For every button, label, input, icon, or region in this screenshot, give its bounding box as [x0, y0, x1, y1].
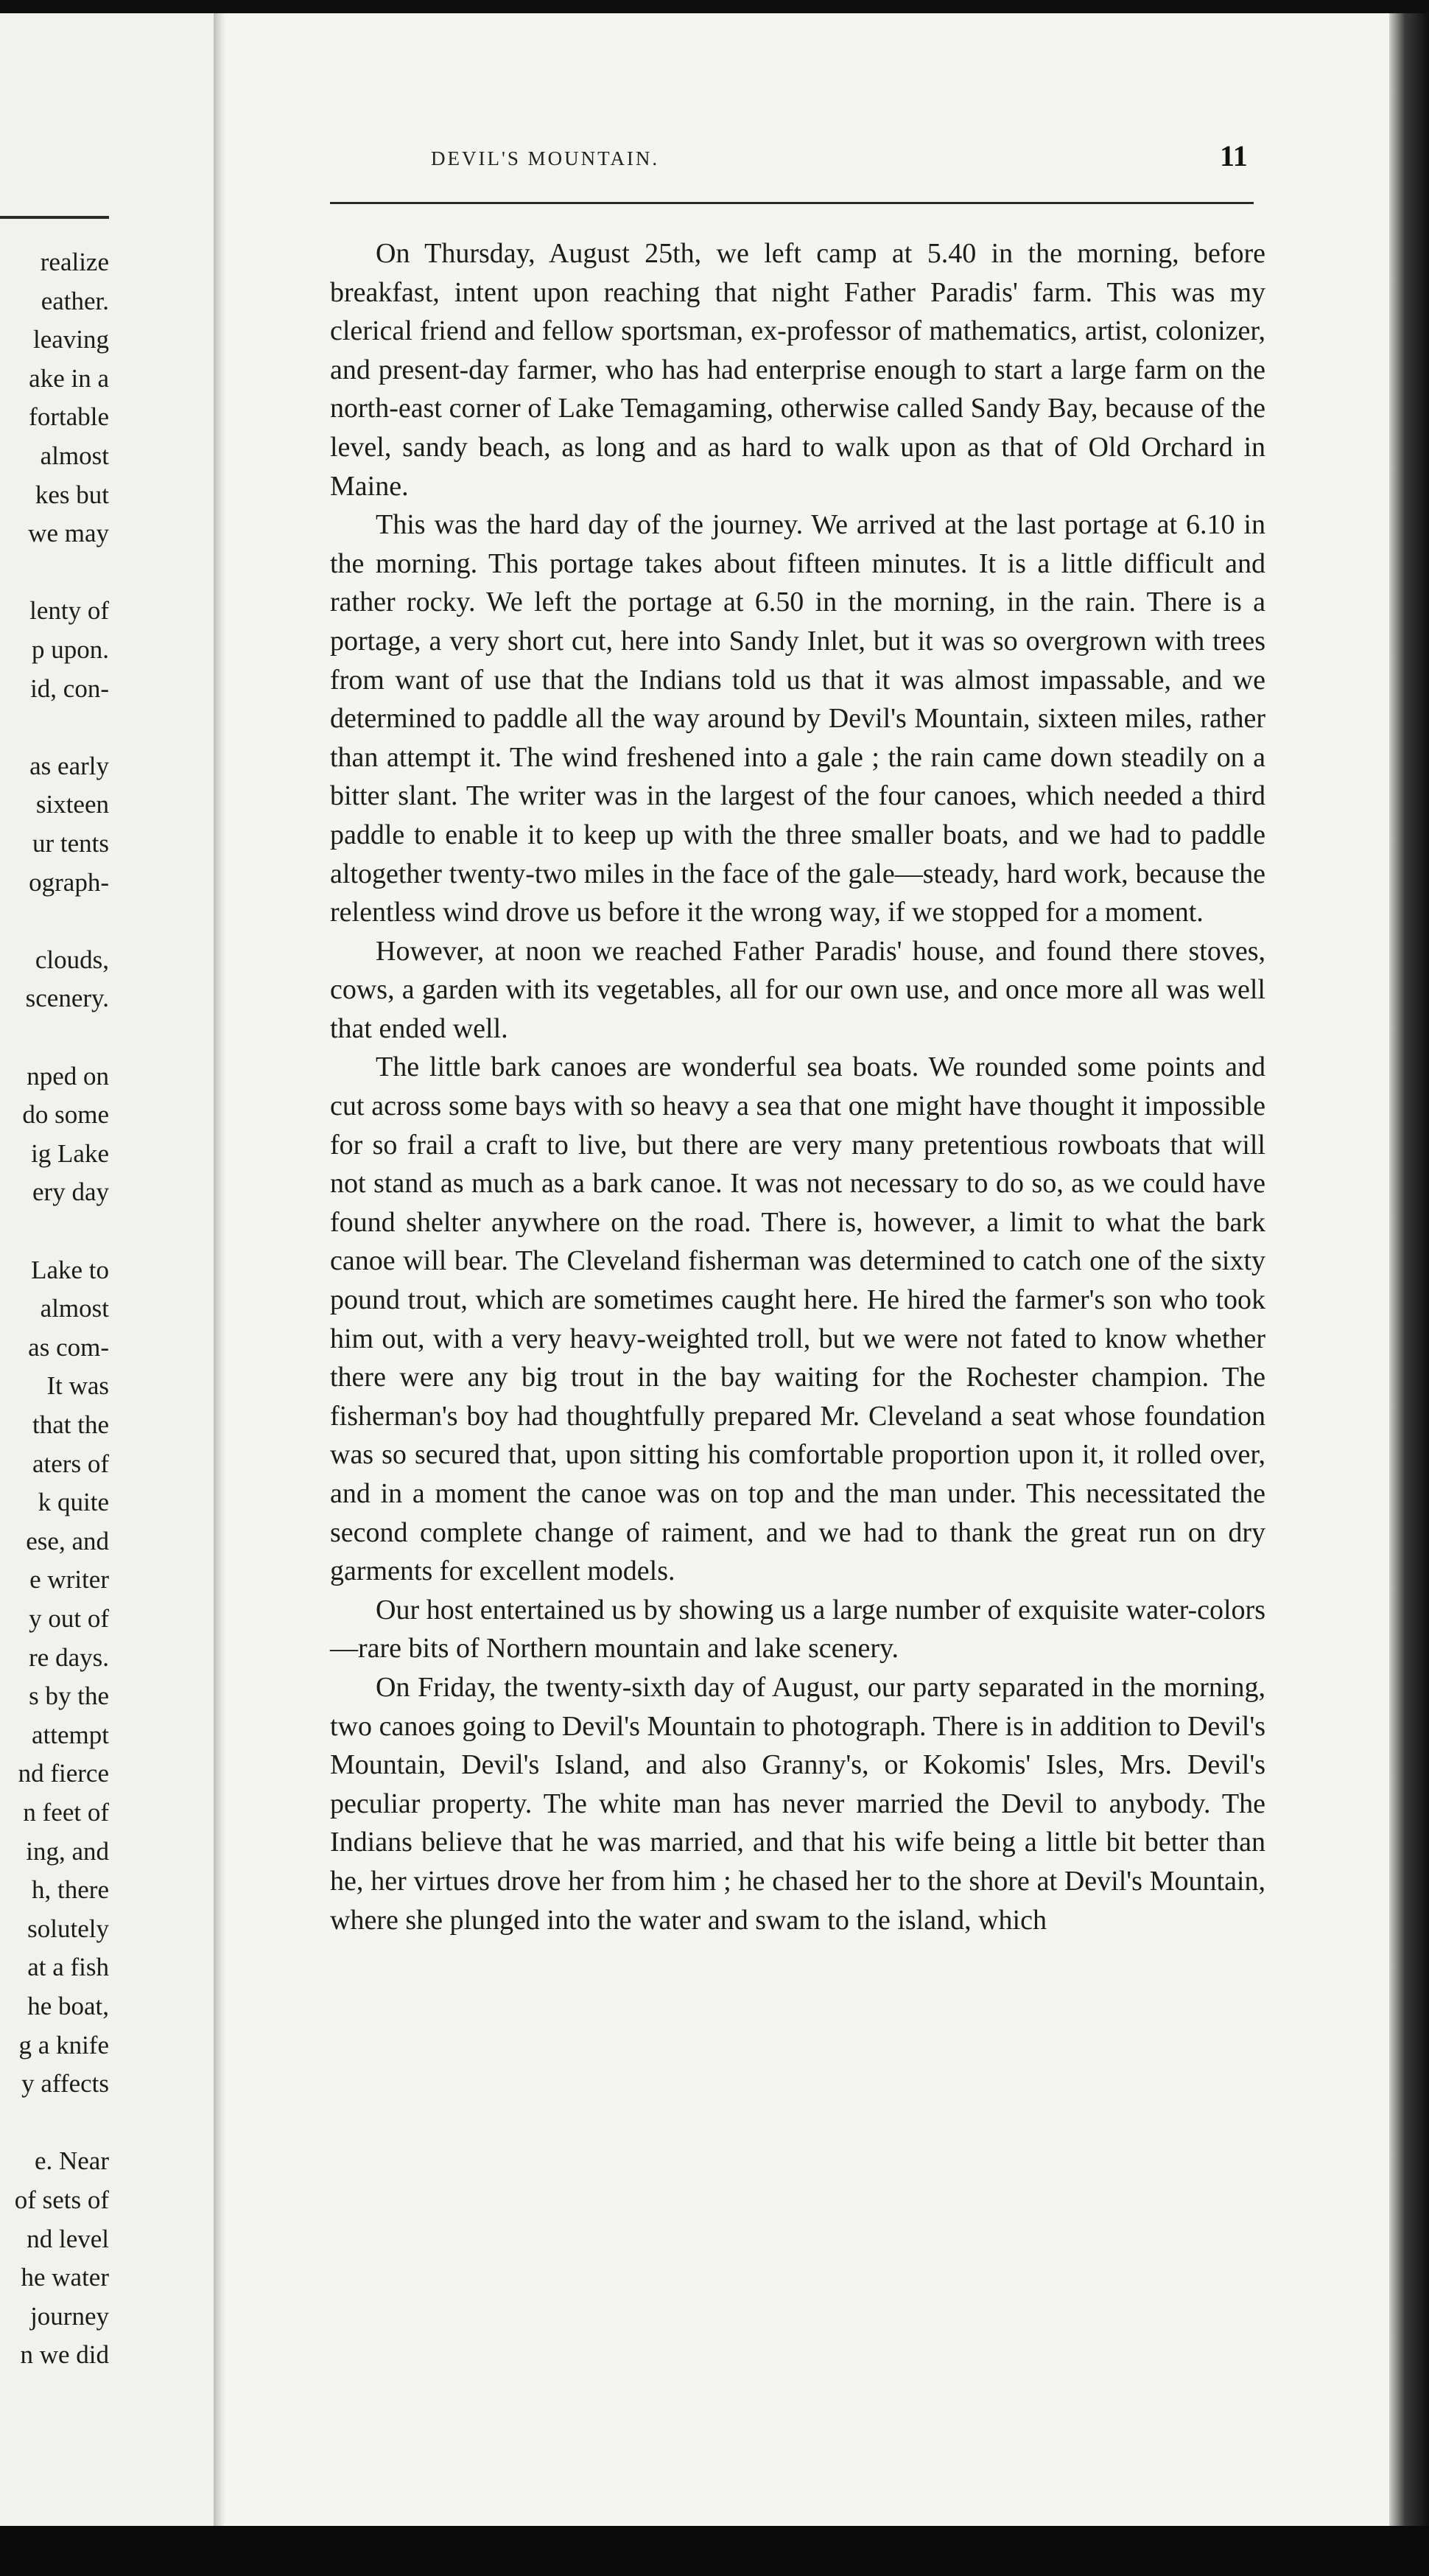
facing-page-fragment: e. Near — [34, 2146, 109, 2176]
facing-page-fragment: It was — [46, 1371, 109, 1401]
facing-page-fragment: n feet of — [23, 1798, 109, 1827]
paragraph: This was the hard day of the journey. We arrived at the last portage at 6.10 in the morning. This portage takes about fifteen minutes. It is a little difficult and rather rocky. We left the portage at 6.50 in the morning, in the rain. There is a portage, a very short cut, here into Sandy Inlet, but it was so overgrown with trees from want of use that the Indians told us that it was almost impassable, and we determined to paddle all the way around by Devil's Mountain, sixteen miles, rather than attempt it. The wind freshened into a gale ; the rain came down steadily on a bitter slant. The writer was in the largest of the four canoes, which needed a third paddle to enable it to keep up with the three smaller boats, and we had to paddle altogether twenty-two miles in the face of the gale—steady, hard work, because the relentless wind drove us before it the wrong way, if we stopped for a moment. — [330, 509, 1265, 928]
facing-page-fragment: y affects — [21, 2069, 109, 2099]
running-head: DEVIL'S MOUNTAIN. — [431, 147, 660, 169]
page-edge-shadow — [1389, 13, 1429, 2526]
facing-page-fragment: re days. — [29, 1642, 109, 1672]
facing-page-fragment: almost — [40, 1294, 109, 1323]
facing-page-fragment: as early — [29, 751, 109, 780]
facing-page-fragment: eather. — [41, 286, 109, 315]
facing-page-fragment: he water — [21, 2263, 109, 2292]
facing-page-fragment: id, con- — [30, 673, 109, 703]
facing-page-fragment: nped on — [27, 1061, 109, 1091]
facing-page-fragment: attempt — [32, 1720, 109, 1749]
facing-page-fragment: as com- — [28, 1332, 109, 1362]
facing-page-fragment: kes but — [35, 480, 109, 509]
facing-page-fragment: k quite — [38, 1488, 109, 1517]
facing-page-fragment: ig Lake — [31, 1138, 109, 1168]
scan-border-bottom — [0, 2526, 1429, 2576]
facing-page-rule — [0, 216, 109, 219]
facing-page-fragment: realize — [40, 248, 109, 276]
facing-page-fragment: we may — [28, 519, 109, 548]
facing-page-fragment: ake in a — [29, 363, 109, 393]
facing-page-fragment: journey — [30, 2301, 109, 2331]
facing-page-fragment: of sets of — [14, 2185, 109, 2214]
facing-page-fragment: ograph- — [29, 867, 109, 897]
facing-page-fragment: s by the — [29, 1681, 109, 1711]
paragraph: The little bark canoes are wonderful sea boats. We rounded some points and cut across some bays with so heavy a sea that one might have thought it impossible for so frail a craft to live, but there are very many pretentious rowboats that will not stand as much as a bark canoe. It was not necessary to do so, as we could have found shelter anywhere on the road. There is, however, a limit to what the bark canoe will bear. The Cleveland fisherman was determined to catch one of the sixty pound trout, which are sometimes caught here. He hired the farmer's son who took him out, with a very heavy-weighted troll, but we were not fated to know whether there were any big trout in the bay waiting for the Rochester champion. The fisherman's boy had thoughtfully prepared Mr. Cleveland a seat whose foundation was so secured that, upon sitting his comfortable proportion upon it, it rolled over, and in a moment the canoe was on top and the man under. This necessitated the second complete change of raiment, and we had to thank the great run on dry garments for excellent models. — [330, 1051, 1265, 1587]
facing-page-fragment: ing, and — [26, 1836, 109, 1866]
page-number: 11 — [1220, 139, 1248, 172]
facing-page-fragment: at a fish — [27, 1953, 109, 1982]
facing-page-fragment: scenery. — [25, 984, 109, 1013]
facing-page-fragment: fortable — [29, 402, 109, 432]
facing-page-fragment: ur tents — [32, 829, 109, 858]
facing-page-fragment: h, there — [32, 1875, 109, 1905]
facing-page-fragment: solutely — [27, 1914, 109, 1943]
paragraph: Our host entertained us by showing us a large number of exquisite water-colors—rare bits of Northern mountain and lake scenery. — [330, 1594, 1265, 1665]
facing-page-fragment: n we did — [20, 2340, 109, 2370]
facing-page-fragment: almost — [40, 441, 109, 470]
facing-page-fragment: ese, and — [26, 1526, 109, 1555]
facing-page-fragment: he boat, — [27, 1992, 109, 2020]
facing-page-fragment: do some — [22, 1100, 109, 1130]
paragraph: On Friday, the twenty-sixth day of August, our party separated in the morning, two canoes going to Devil's Mountain to photograph. There is in addition to Devil's Mountain, Devil's Island, and also Granny's, or Kokomis' Isles, Mrs. Devil's peculiar property. The white man has never married the Devil to anybody. The Indians believe that he was married, and that his wife being a little bit better than he, her virtues drove her from him ; he chased her to the shore at Devil's Mountain, where she plunged into the water and swam to the island, which — [330, 1671, 1265, 1936]
paragraph: However, at noon we reached Father Paradis' house, and found there stoves, cows, a garden with its vegetables, all for our own use, and once more all was well that ended well. — [330, 935, 1265, 1044]
facing-page-fragment: lenty of — [29, 596, 109, 626]
facing-page-fragment: p upon. — [32, 635, 109, 664]
facing-page-fragment: ery day — [32, 1177, 109, 1207]
facing-page-fragment: that the — [32, 1410, 109, 1439]
header-rule — [330, 202, 1254, 204]
facing-page-fragment: y out of — [29, 1604, 109, 1633]
facing-page-fragment: aters of — [32, 1449, 109, 1478]
book-gutter — [214, 13, 225, 2526]
facing-page-fragment: e writer — [29, 1565, 109, 1595]
facing-page-fragment: nd level — [27, 2224, 109, 2253]
paragraph: On Thursday, August 25th, we left camp at 5.40 in the morning, before breakfast, intent upon reaching that night Father Paradis' farm. This was my clerical friend and fellow sportsman, ex-professor of mathematics, artist, colonizer, and present-day farmer, who has had enterprise enough to start a large farm on the north-east corner of Lake Temagaming, otherwise called Sandy Bay, because of the level, sandy beach, as long and as hard to walk upon as that of Old Orchard in Maine. — [330, 238, 1265, 502]
facing-page-fragment: sixteen — [35, 790, 109, 819]
body-text — [330, 234, 1265, 1939]
facing-page-fragment: nd fierce — [18, 1759, 109, 1788]
facing-page-left — [0, 13, 214, 2526]
facing-page-fragment: Lake to — [31, 1255, 109, 1284]
facing-page-fragment: g a knife — [18, 2030, 109, 2059]
facing-page-fragment: clouds, — [35, 945, 109, 974]
facing-page-fragment: leaving — [32, 325, 109, 354]
